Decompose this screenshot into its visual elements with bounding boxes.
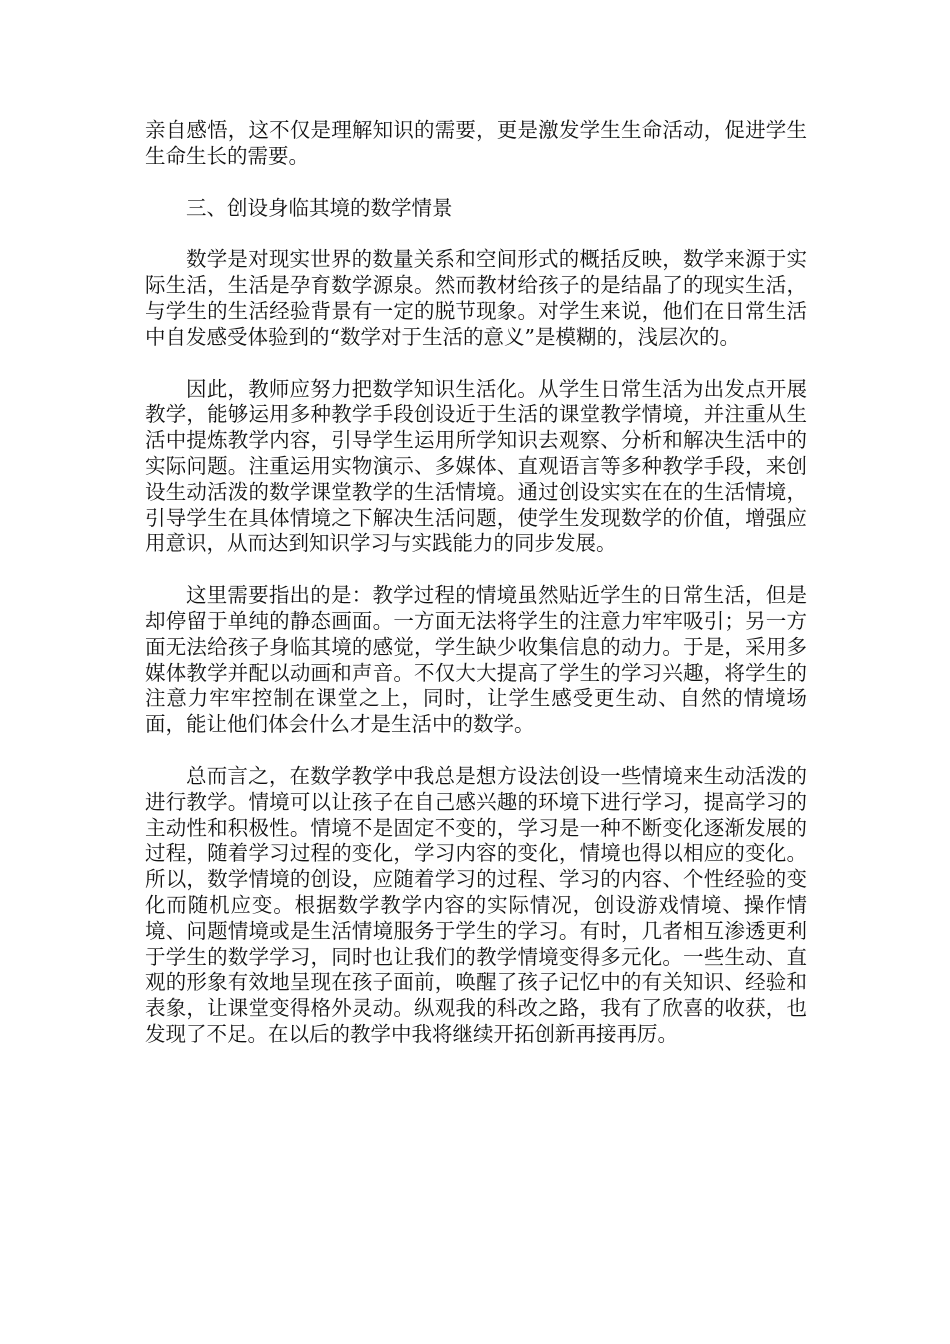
paragraph: 这里需要指出的是：教学过程的情境虽然贴近学生的日常生活，但是却停留于单纯的静态画面。一方面无法将学生的注意力牢牢吸引；另一方面无法给孩子身临其境的感觉，学生缺少收集信息的动力。于是，采用多媒体教学并配以动画和声音。不仅大大提高了学生的学习兴趣，将学生的注意力牢牢控制在课堂之上，同时，让学生感受更生动、自然的情境场面，能让他们体会什么才是生活中的数学。 — [145, 583, 807, 737]
document-body — [145, 118, 807, 1074]
paragraph: 因此，教师应努力把数学知识生活化。从学生日常生活为出发点开展教学，能够运用多种教学手段创设近于生活的课堂教学情境，并注重从生活中提炼教学内容，引导学生运用所学知识去观察、分析和解决生活中的实际问题。注重运用实物演示、多媒体、直观语言等多种教学手段，来创设生动活泼的数学课堂教学的生活情境。通过创设实实在在的生活情境，引导学生在具体情境之下解决生活问题，使学生发现数学的价值，增强应用意识，从而达到知识学习与实践能力的同步发展。 — [145, 376, 807, 556]
section-heading: 三、创设身临其境的数学情景 — [186, 195, 453, 220]
paragraph: 总而言之，在数学教学中我总是想方设法创设一些情境来生动活泼的进行教学。情境可以让孩子在自己感兴趣的环境下进行学习，提高学习的主动性和积极性。情境不是固定不变的，学习是一种不断变化逐渐发展的过程，随着学习过程的变化，学习内容的变化，情境也得以相应的变化。所以，数学情境的创设，应随着学习的过程、学习的内容、个性经验的变化而随机应变。根据数学教学内容的实际情况，创设游戏情境、操作情境、问题情境或是生活情境服务于学生的学习。有时，几者相互渗透更利于学生的数学学习，同时也让我们的教学情境变得多元化。一些生动、直观的形象有效地呈现在孩子面前，唤醒了孩子记忆中的有关知识、经验和表象，让课堂变得格外灵动。纵观我的科改之路，我有了欣喜的收获，也发现了不足。在以后的教学中我将继续开拓创新再接再厉。 — [145, 763, 807, 1046]
paragraph: 数学是对现实世界的数量关系和空间形式的概括反映，数学来源于实际生活，生活是孕育数学源泉。然而教材给孩子的是结晶了的现实生活，与学生的生活经验背景有一定的脱节现象。对学生来说，他们在日常生活中自发感受体验到的“数学对于生活的意义”是模糊的，浅层次的。 — [145, 247, 807, 349]
paragraph-continued: 亲自感悟，这不仅是理解知识的需要，更是激发学生生命活动，促进学生生命生长的需要。 — [145, 118, 807, 168]
